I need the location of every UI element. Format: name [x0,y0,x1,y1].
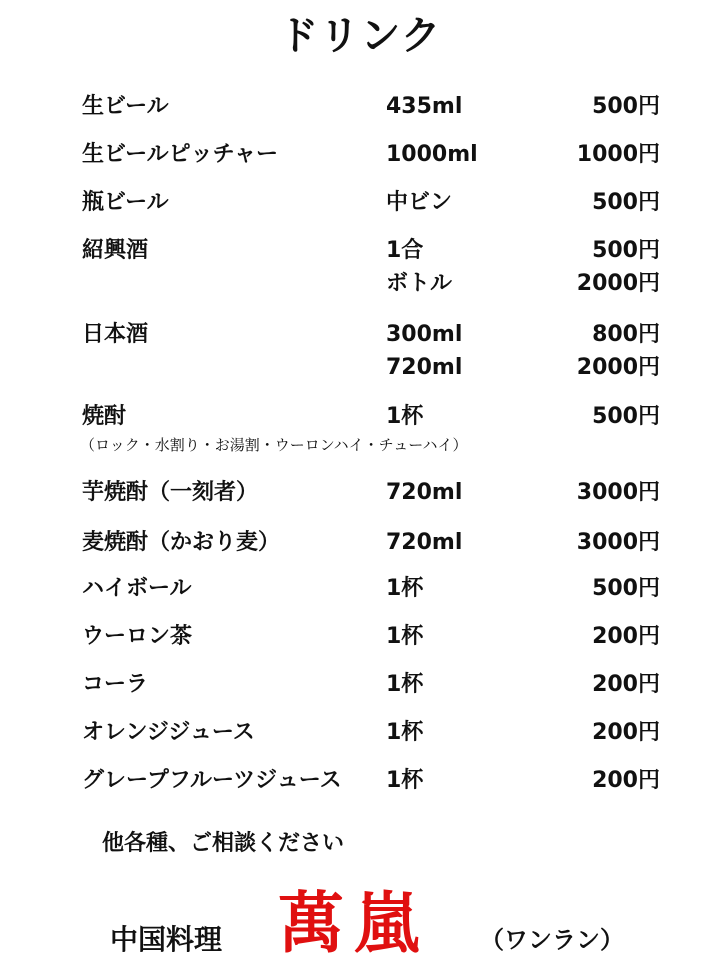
item-name: オレンジジュース [82,720,255,745]
item-name: グレープフルーツジュース [82,768,342,793]
menu-item [82,186,660,219]
item-price: 200円 [592,768,660,793]
item-price: 1000円 [576,142,660,167]
menu-item [82,234,660,300]
item-price: 200円 [592,720,660,745]
item-size: 1合 [386,238,424,263]
item-size: 720ml [386,355,463,380]
item-price: 500円 [592,576,660,601]
menu-item [82,90,660,123]
item-name: ウーロン茶 [82,624,193,649]
shop-name-logo: 萬嵐 [278,884,430,962]
item-note: （ロック・水割り・お湯割・ウーロンハイ・チューハイ） [80,436,468,454]
item-size: 1杯 [386,576,424,601]
footer-note: 他各種、ご相談ください [102,831,345,856]
item-size: 300ml [386,322,463,347]
menu-item [82,318,660,384]
menu-item [82,620,660,653]
item-size: ボトル [386,271,453,296]
item-price: 500円 [592,94,660,119]
item-name: 焼酎 [82,404,127,429]
item-price: 3000円 [576,480,660,505]
item-size: 1杯 [386,720,424,745]
item-price: 500円 [592,190,660,215]
item-size: 720ml [386,480,463,505]
shop-reading: （ワンラン） [480,926,624,954]
menu-item [82,138,660,171]
item-price: 500円 [592,404,660,429]
item-size: 中ビン [386,190,453,215]
item-price: 2000円 [576,355,660,380]
item-name: 麦焼酎（かおり麦） [82,530,281,555]
menu-item [82,716,660,749]
menu-item [80,400,660,454]
item-name: 生ビール [82,94,169,119]
menu-item [82,572,660,605]
item-price: 2000円 [576,271,660,296]
item-name: ハイボール [82,576,192,601]
item-size: 1000ml [386,142,478,167]
menu-item [82,476,660,509]
item-name: 瓶ビール [82,190,169,215]
item-price: 200円 [592,672,660,697]
item-price: 800円 [592,322,660,347]
item-price: 200円 [592,624,660,649]
item-size: 1杯 [386,768,424,793]
item-size: 1杯 [386,624,424,649]
item-name: 生ビールピッチャー [82,142,279,167]
page-title: ドリンク [278,13,442,59]
item-name: 日本酒 [82,322,149,347]
item-size: 435ml [386,94,463,119]
item-name: 紹興酒 [82,238,149,263]
item-price: 3000円 [576,530,660,555]
item-size: 1杯 [386,404,424,429]
restaurant-type: 中国料理 [110,923,223,956]
menu-item [82,668,660,701]
menu-item [82,526,660,559]
menu-item [82,764,660,797]
item-price: 500円 [592,238,660,263]
item-name: コーラ [82,672,149,697]
item-name: 芋焼酎（一刻者） [82,480,259,505]
item-size: 720ml [386,530,463,555]
item-size: 1杯 [386,672,424,697]
